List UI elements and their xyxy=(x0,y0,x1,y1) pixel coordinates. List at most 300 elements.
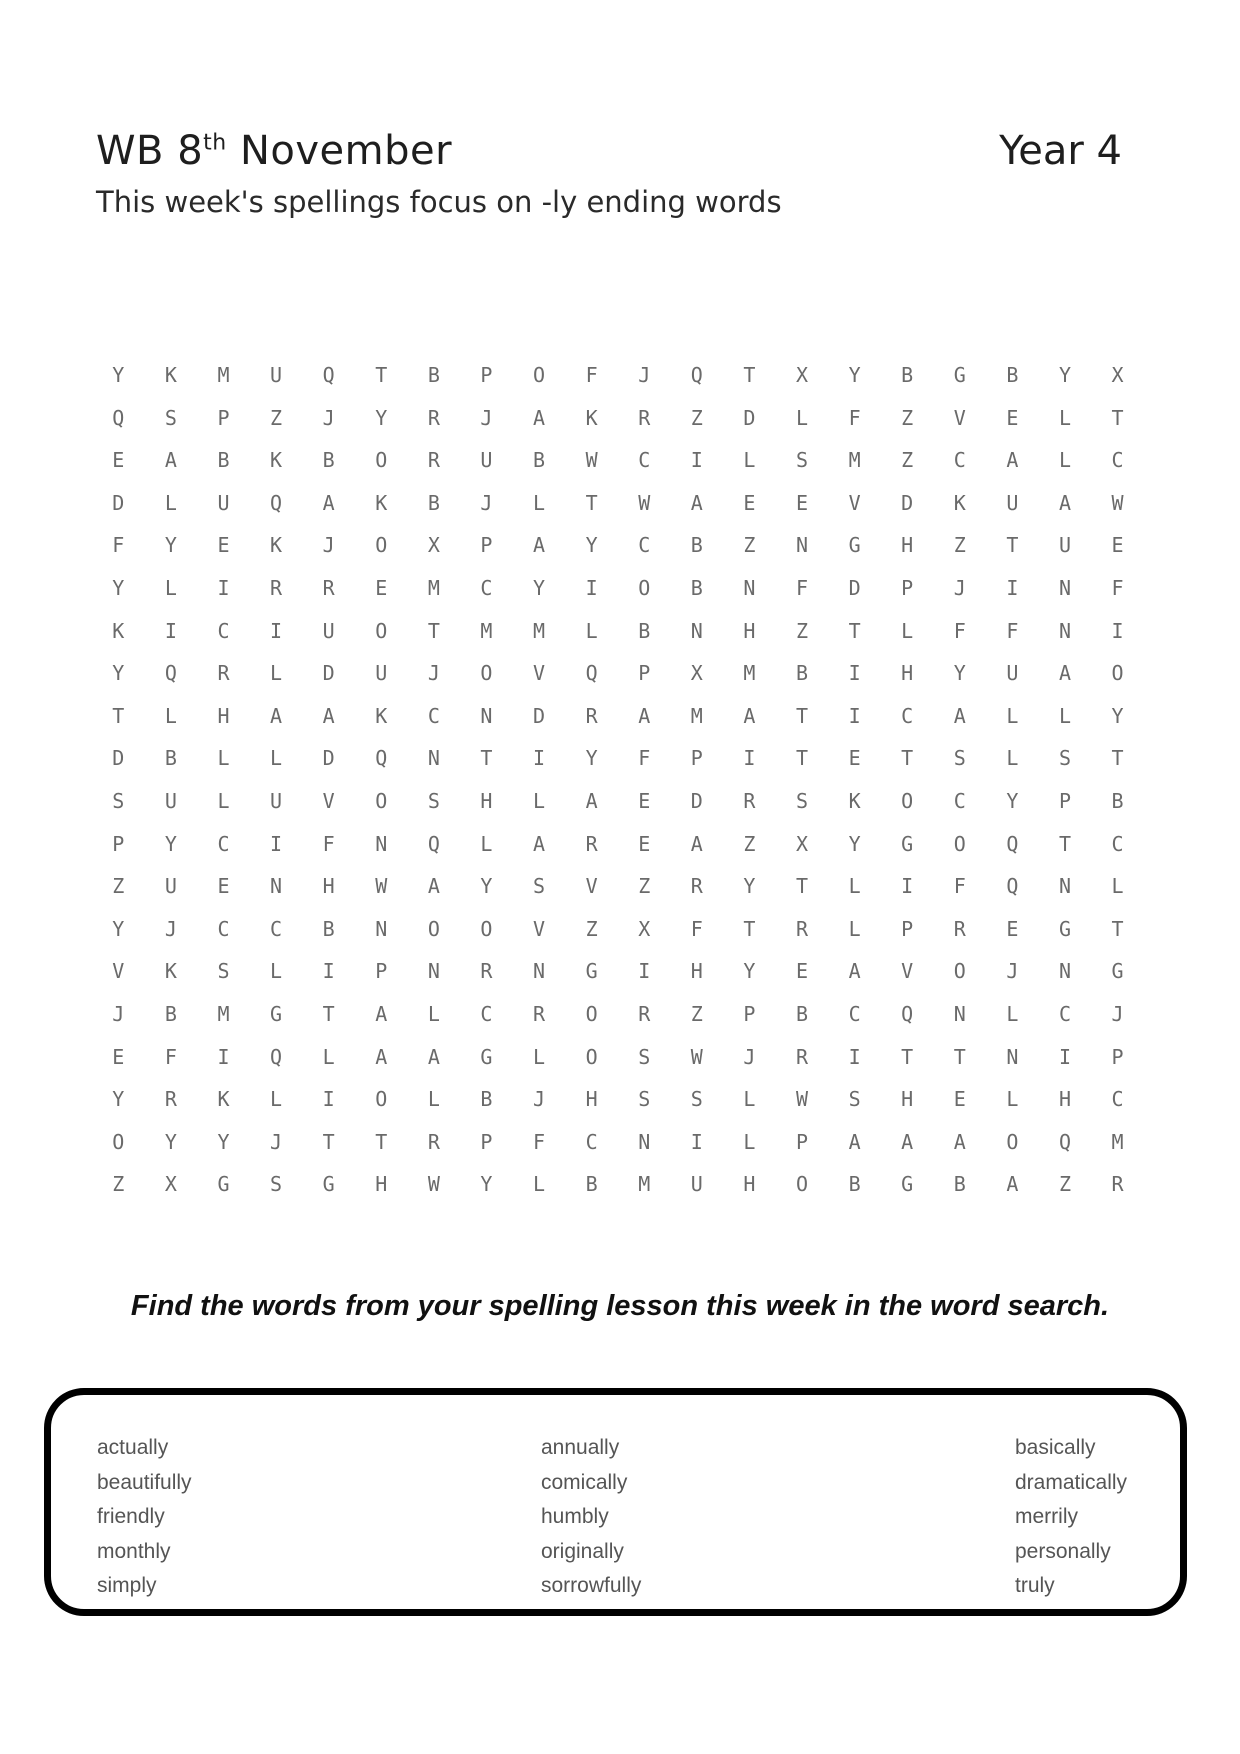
grid-letter: R xyxy=(322,575,335,600)
grid-letter: Z xyxy=(901,405,914,430)
grid-letter: P xyxy=(690,746,703,771)
grid-letter: F xyxy=(795,575,809,600)
grid-letter: S xyxy=(217,959,230,984)
grid-letter: J xyxy=(638,363,651,387)
grid-letter: P xyxy=(217,405,230,430)
word-list-item: basically xyxy=(1015,1436,1096,1459)
grid-letter: C xyxy=(1058,1001,1071,1026)
grid-letter: O xyxy=(585,1001,598,1026)
grid-letter: A xyxy=(690,490,703,515)
grid-letter: G xyxy=(270,1001,283,1026)
grid-letter: D xyxy=(848,575,861,600)
grid-letter: L xyxy=(795,405,809,430)
grid-letter: T xyxy=(585,490,598,515)
grid-letter: A xyxy=(638,703,651,728)
grid-letter: V xyxy=(533,916,546,941)
grid-letter: D xyxy=(322,746,335,771)
word-list-item: simply xyxy=(97,1574,157,1597)
grid-letter: L xyxy=(743,1087,756,1112)
grid-letter: A xyxy=(901,1129,914,1154)
grid-letter: T xyxy=(1006,533,1019,558)
grid-letter: N xyxy=(427,959,440,984)
grid-letter: B xyxy=(953,1172,966,1197)
grid-letter: Q xyxy=(1058,1129,1071,1154)
grid-letter: K xyxy=(375,703,388,728)
grid-letter: Y xyxy=(164,533,177,558)
grid-letter: M xyxy=(848,448,861,473)
grid-letter: O xyxy=(638,575,651,600)
grid-letter: H xyxy=(322,874,335,899)
grid-letter: B xyxy=(322,448,335,473)
word-list-item: actually xyxy=(97,1436,169,1459)
grid-letter: Q xyxy=(901,1001,914,1026)
grid-letter: Z xyxy=(743,831,756,856)
word-list-item: comically xyxy=(541,1470,628,1494)
grid-letter: B xyxy=(795,661,809,686)
grid-letter: O xyxy=(901,788,914,813)
grid-letter: T xyxy=(375,1129,388,1154)
grid-letter: R xyxy=(427,405,440,430)
grid-letter: B xyxy=(1111,788,1124,813)
grid-letter: R xyxy=(427,448,440,473)
grid-letter: T xyxy=(901,1044,914,1069)
grid-letter: J xyxy=(1111,1001,1124,1026)
grid-letter: A xyxy=(533,405,546,430)
grid-letter: P xyxy=(1058,788,1071,813)
grid-letter: T xyxy=(1058,831,1071,856)
grid-letter: U xyxy=(1006,661,1019,686)
grid-letter: E xyxy=(1006,405,1019,430)
grid-letter: A xyxy=(1058,490,1071,515)
grid-letter: E xyxy=(217,874,230,899)
grid-letter: T xyxy=(1111,746,1124,771)
grid-letter: S xyxy=(638,1044,651,1069)
grid-letter: L xyxy=(1111,874,1124,899)
grid-letter: C xyxy=(480,1001,493,1026)
year-label: Year 4 xyxy=(999,128,1122,174)
grid-letter: J xyxy=(427,661,440,686)
grid-letter: Y xyxy=(1111,703,1124,728)
grid-letter: I xyxy=(690,1129,703,1154)
grid-letter: T xyxy=(322,1129,335,1154)
grid-letter: K xyxy=(270,448,283,473)
grid-letter: U xyxy=(1058,533,1071,558)
grid-letter: C xyxy=(480,575,493,600)
grid-letter: A xyxy=(375,1044,388,1069)
grid-letter: E xyxy=(953,1087,966,1112)
grid-letter: L xyxy=(533,788,546,813)
grid-letter: J xyxy=(533,1087,546,1112)
grid-letter: E xyxy=(112,1044,125,1069)
grid-letter: R xyxy=(953,916,966,941)
grid-letter: A xyxy=(953,1129,966,1154)
grid-letter: O xyxy=(480,916,493,941)
grid-letter: L xyxy=(322,1044,335,1069)
grid-letter: J xyxy=(480,405,493,430)
grid-letter: B xyxy=(322,916,335,941)
grid-letter: H xyxy=(217,703,230,728)
grid-letter: Q xyxy=(1006,831,1019,856)
grid-letter: W xyxy=(585,448,598,473)
grid-letter: L xyxy=(533,1044,546,1069)
grid-letter: Y xyxy=(585,746,598,771)
grid-letter: X xyxy=(795,831,809,856)
grid-letter: T xyxy=(795,746,809,771)
grid-letter: D xyxy=(901,490,914,515)
grid-letter: M xyxy=(480,618,493,643)
grid-letter: I xyxy=(901,874,914,899)
grid-letter: L xyxy=(217,746,230,771)
grid-letter: B xyxy=(1006,363,1019,387)
grid-letter: V xyxy=(901,959,914,984)
grid-letter: H xyxy=(480,788,493,813)
grid-letter: R xyxy=(743,788,756,813)
grid-letter: V xyxy=(533,661,546,686)
grid-letter: E xyxy=(848,746,861,771)
grid-letter: S xyxy=(164,405,177,430)
grid-letter: C xyxy=(848,1001,861,1026)
grid-letter: K xyxy=(848,788,861,813)
grid-letter: L xyxy=(480,831,493,856)
grid-letter: M xyxy=(533,618,546,643)
word-list-item: sorrowfully xyxy=(541,1574,642,1597)
grid-letter: X xyxy=(638,916,651,941)
grid-letter: P xyxy=(375,959,388,984)
grid-letter: R xyxy=(585,831,598,856)
grid-letter: H xyxy=(743,618,756,643)
grid-letter: K xyxy=(164,959,177,984)
grid-letter: N xyxy=(375,916,388,941)
grid-letter: I xyxy=(1006,575,1019,600)
grid-letter: O xyxy=(375,618,388,643)
grid-letter: Q xyxy=(375,746,388,771)
grid-letter: A xyxy=(848,959,861,984)
grid-letter: E xyxy=(1006,916,1019,941)
grid-letter: Y xyxy=(112,1087,125,1112)
grid-letter: I xyxy=(1111,618,1124,643)
grid-letter: Y xyxy=(112,363,125,387)
grid-letter: T xyxy=(375,363,388,387)
grid-letter: H xyxy=(901,533,914,558)
word-list-item: annually xyxy=(541,1436,620,1459)
grid-letter: V xyxy=(112,959,125,984)
grid-letter: R xyxy=(690,874,703,899)
grid-letter: N xyxy=(1058,618,1071,643)
grid-letter: I xyxy=(533,746,546,771)
grid-letter: U xyxy=(480,448,493,473)
grid-letter: Q xyxy=(690,363,703,387)
grid-letter: U xyxy=(690,1172,703,1197)
grid-letter: G xyxy=(1058,916,1071,941)
grid-letter: I xyxy=(322,1087,335,1112)
word-list-item: friendly xyxy=(97,1505,165,1528)
grid-letter: Z xyxy=(953,533,966,558)
grid-letter: I xyxy=(164,618,177,643)
word-list-item: originally xyxy=(541,1539,624,1563)
grid-letter: L xyxy=(533,490,546,515)
grid-letter: A xyxy=(1006,448,1019,473)
grid-letter: X xyxy=(1111,363,1124,387)
grid-letter: M xyxy=(638,1172,651,1197)
grid-letter: L xyxy=(427,1001,440,1026)
grid-letter: N xyxy=(270,874,283,899)
grid-letter: Q xyxy=(585,661,598,686)
grid-letter: P xyxy=(480,363,493,387)
grid-letter: N xyxy=(743,575,756,600)
grid-letter: P xyxy=(480,1129,493,1154)
grid-letter: L xyxy=(1058,703,1071,728)
grid-letter: Y xyxy=(953,661,966,686)
grid-letter: L xyxy=(743,448,756,473)
grid-letter: Y xyxy=(480,1172,493,1197)
grid-letter: H xyxy=(901,661,914,686)
grid-letter: Y xyxy=(848,831,861,856)
grid-letter: P xyxy=(795,1129,809,1154)
grid-letter: C xyxy=(217,831,230,856)
grid-letter: B xyxy=(427,490,440,515)
word-search-grid xyxy=(92,354,1144,1206)
grid-letter: R xyxy=(795,1044,809,1069)
grid-letter: I xyxy=(322,959,335,984)
grid-letter: V xyxy=(322,788,335,813)
grid-letter: F xyxy=(164,1044,177,1069)
word-list-box xyxy=(44,1388,1187,1616)
grid-letter: V xyxy=(585,874,598,899)
grid-letter: G xyxy=(901,831,914,856)
grid-letter: O xyxy=(1111,661,1124,686)
grid-letter: I xyxy=(848,661,861,686)
grid-letter: G xyxy=(953,363,966,387)
grid-letter: N xyxy=(953,1001,966,1026)
grid-letter: Y xyxy=(164,831,177,856)
grid-letter: E xyxy=(112,448,125,473)
grid-letter: O xyxy=(427,916,440,941)
grid-letter: Q xyxy=(270,490,283,515)
word-list-item: dramatically xyxy=(1015,1470,1128,1494)
grid-letter: O xyxy=(953,959,966,984)
grid-letter: K xyxy=(112,618,125,643)
grid-letter: G xyxy=(585,959,598,984)
grid-letter: L xyxy=(533,1172,546,1197)
grid-letter: I xyxy=(217,575,230,600)
grid-letter: C xyxy=(217,916,230,941)
grid-letter: B xyxy=(427,363,440,387)
grid-letter: A xyxy=(1006,1172,1019,1197)
grid-letter: D xyxy=(322,661,335,686)
grid-letter: W xyxy=(690,1044,703,1069)
grid-letter: V xyxy=(953,405,966,430)
grid-letter: I xyxy=(270,831,283,856)
grid-letter: O xyxy=(1006,1129,1019,1154)
grid-letter: L xyxy=(164,703,177,728)
grid-letter: S xyxy=(795,448,809,473)
grid-letter: L xyxy=(1006,1087,1019,1112)
grid-letter: D xyxy=(112,746,125,771)
grid-letter: Y xyxy=(375,405,388,430)
grid-letter: R xyxy=(480,959,493,984)
grid-letter: E xyxy=(743,490,756,515)
grid-letter: F xyxy=(690,916,703,941)
grid-letter: T xyxy=(953,1044,966,1069)
grid-letter: L xyxy=(164,575,177,600)
grid-letter: Q xyxy=(322,363,335,387)
grid-letter: J xyxy=(743,1044,756,1069)
grid-letter: P xyxy=(901,916,914,941)
grid-letter: H xyxy=(375,1172,388,1197)
grid-letter: O xyxy=(480,661,493,686)
grid-letter: Z xyxy=(795,618,809,643)
grid-letter: D xyxy=(112,490,125,515)
grid-letter: I xyxy=(848,1044,861,1069)
grid-letter: C xyxy=(638,448,651,473)
grid-letter: Y xyxy=(1006,788,1019,813)
grid-letter: E xyxy=(375,575,388,600)
grid-letter: D xyxy=(533,703,546,728)
grid-letter: Q xyxy=(164,661,177,686)
page-title: WB 8th November xyxy=(96,128,453,174)
grid-letter: H xyxy=(690,959,703,984)
grid-letter: W xyxy=(1111,490,1124,515)
grid-letter: B xyxy=(585,1172,598,1197)
grid-letter: Z xyxy=(1058,1172,1071,1197)
grid-letter: S xyxy=(848,1087,861,1112)
grid-letter: T xyxy=(901,746,914,771)
grid-letter: S xyxy=(638,1087,651,1112)
grid-letter: D xyxy=(690,788,703,813)
grid-letter: Z xyxy=(901,448,914,473)
grid-letter: A xyxy=(1058,661,1071,686)
grid-letter: S xyxy=(795,788,809,813)
grid-letter: F xyxy=(953,874,966,899)
grid-letter: K xyxy=(585,405,598,430)
grid-letter: F xyxy=(585,363,598,387)
grid-letter: G xyxy=(322,1172,335,1197)
grid-letter: F xyxy=(638,746,651,771)
grid-letter: A xyxy=(743,703,756,728)
grid-letter: T xyxy=(743,916,756,941)
grid-letter: S xyxy=(427,788,440,813)
grid-letter: Z xyxy=(690,1001,703,1026)
grid-letter: X xyxy=(427,533,440,558)
grid-letter: M xyxy=(1111,1129,1124,1154)
grid-letter: P xyxy=(743,1001,756,1026)
grid-letter: B xyxy=(901,363,914,387)
grid-letter: C xyxy=(901,703,914,728)
grid-letter: W xyxy=(795,1087,809,1112)
grid-letter: O xyxy=(375,448,388,473)
grid-letter: F xyxy=(1111,575,1124,600)
grid-letter: E xyxy=(795,959,809,984)
grid-letter: M xyxy=(427,575,440,600)
grid-letter: Y xyxy=(585,533,598,558)
grid-letter: Y xyxy=(1058,363,1071,387)
grid-letter: E xyxy=(795,490,809,515)
grid-letter: Z xyxy=(112,1172,125,1197)
grid-letter: S xyxy=(270,1172,283,1197)
grid-letter: N xyxy=(1058,575,1071,600)
grid-letter: I xyxy=(638,959,651,984)
grid-letter: G xyxy=(480,1044,493,1069)
grid-letter: O xyxy=(585,1044,598,1069)
grid-letter: G xyxy=(217,1172,230,1197)
grid-letter: R xyxy=(533,1001,546,1026)
grid-letter: X xyxy=(690,661,703,686)
word-list-item: merrily xyxy=(1015,1505,1078,1528)
grid-letter: Z xyxy=(585,916,598,941)
grid-letter: F xyxy=(322,831,335,856)
grid-letter: Z xyxy=(638,874,651,899)
grid-letter: I xyxy=(848,703,861,728)
grid-letter: P xyxy=(901,575,914,600)
grid-letter: Q xyxy=(112,405,125,430)
grid-letter: Y xyxy=(480,874,493,899)
grid-letter: L xyxy=(585,618,598,643)
grid-letter: G xyxy=(901,1172,914,1197)
grid-letter: C xyxy=(953,788,966,813)
grid-letter: T xyxy=(848,618,861,643)
grid-letter: H xyxy=(585,1087,598,1112)
grid-letter: A xyxy=(533,831,546,856)
grid-letter: A xyxy=(585,788,598,813)
grid-letter: G xyxy=(848,533,861,558)
grid-letter: O xyxy=(795,1172,809,1197)
word-list-item: truly xyxy=(1015,1574,1055,1597)
grid-letter: L xyxy=(1058,405,1071,430)
grid-letter: K xyxy=(164,363,177,387)
grid-letter: K xyxy=(953,490,966,515)
grid-letter: R xyxy=(638,405,651,430)
grid-letter: H xyxy=(901,1087,914,1112)
grid-letter: S xyxy=(1058,746,1071,771)
grid-letter: C xyxy=(217,618,230,643)
grid-letter: P xyxy=(638,661,651,686)
grid-letter: R xyxy=(217,661,230,686)
grid-letter: L xyxy=(427,1087,440,1112)
grid-letter: R xyxy=(1111,1172,1124,1197)
grid-letter: R xyxy=(164,1087,177,1112)
grid-letter: P xyxy=(112,831,125,856)
grid-letter: U xyxy=(1006,490,1019,515)
grid-letter: F xyxy=(953,618,966,643)
grid-letter: L xyxy=(901,618,914,643)
grid-letter: L xyxy=(848,874,861,899)
grid-letter: Y xyxy=(164,1129,177,1154)
grid-letter: X xyxy=(164,1172,177,1197)
word-list-item: humbly xyxy=(541,1505,609,1528)
grid-letter: N xyxy=(690,618,703,643)
grid-letter: A xyxy=(164,448,177,473)
grid-letter: Y xyxy=(533,575,546,600)
grid-letter: T xyxy=(427,618,440,643)
grid-letter: B xyxy=(795,1001,809,1026)
grid-letter: L xyxy=(1058,448,1071,473)
grid-letter: R xyxy=(427,1129,440,1154)
grid-letter: S xyxy=(953,746,966,771)
grid-letter: U xyxy=(217,490,230,515)
grid-letter: B xyxy=(690,533,703,558)
grid-letter: A xyxy=(375,1001,388,1026)
grid-letter: Q xyxy=(1006,874,1019,899)
grid-letter: T xyxy=(795,703,809,728)
grid-letter: J xyxy=(1006,959,1019,984)
grid-letter: B xyxy=(690,575,703,600)
grid-letter: I xyxy=(1058,1044,1071,1069)
grid-letter: A xyxy=(270,703,283,728)
grid-letter: S xyxy=(533,874,546,899)
grid-letter: Q xyxy=(270,1044,283,1069)
grid-letter: W xyxy=(375,874,388,899)
grid-letter: Q xyxy=(427,831,440,856)
